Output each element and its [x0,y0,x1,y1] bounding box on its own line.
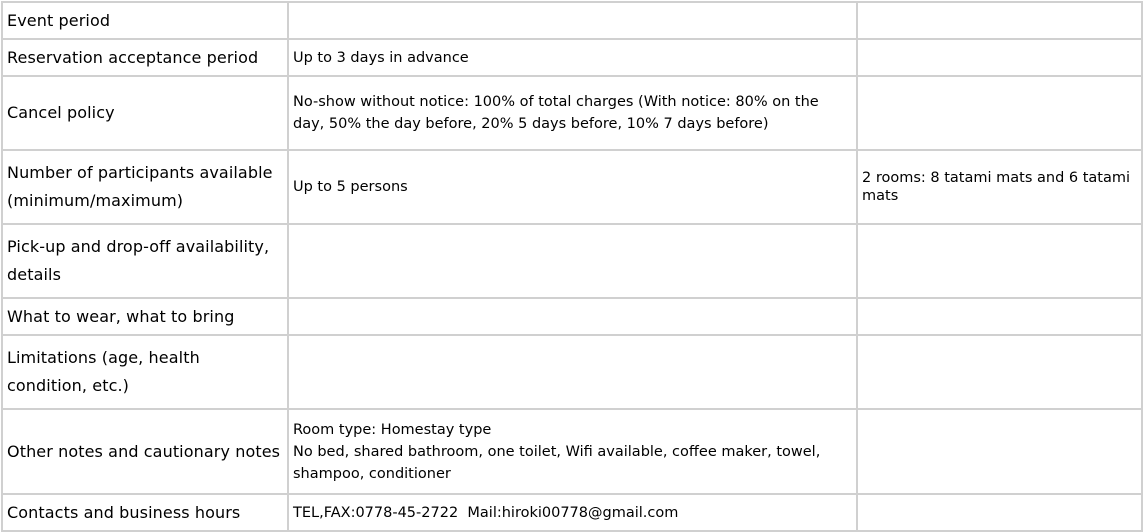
value-line: shampoo, conditioner [293,465,451,482]
table-row-participants [2,150,1142,224]
info-table [1,1,1143,532]
row-value-limitations [288,335,857,409]
row-value-pickup [288,224,857,298]
value-line: No-show without notice: 100% of total charges (With notice: 80% on the [293,94,819,110]
value-line: Up to 5 persons [293,179,408,195]
row-value-participants [288,150,857,224]
row-label-cancel-policy: Cancel policy [2,76,288,150]
row-extra-reservation-period [857,39,1142,76]
row-label-participants: Number of participants available (minimum/maximum) [2,150,288,224]
row-extra-event-period [857,2,1142,39]
row-extra-limitations [857,335,1142,409]
row-value-reservation-period [288,39,857,76]
table-row-other-notes [2,409,1142,494]
row-label-limitations: Limitations (age, health condition, etc.) [2,335,288,409]
table-row-reservation-period [2,39,1142,76]
row-extra-pickup [857,224,1142,298]
table-row-what-to-wear [2,298,1142,335]
row-value-contacts [288,494,857,531]
table-row-cancel-policy [2,76,1142,150]
table-row-limitations [2,335,1142,409]
row-extra-what-to-wear [857,298,1142,335]
row-value-other-notes [288,409,857,494]
table-row-event-period [2,2,1142,39]
row-extra-contacts [857,494,1142,531]
row-extra-participants: 2 rooms: 8 tatami mats and 6 tatami mats [857,150,1142,224]
row-extra-other-notes [857,409,1142,494]
table-row-pickup [2,224,1142,298]
row-label-contacts: Contacts and business hours [2,494,288,531]
row-label-reservation-period: Reservation acceptance period [2,39,288,76]
value-line: day, 50% the day before, 20% 5 days before, 10% 7 days before) [293,116,769,132]
row-extra-cancel-policy [857,76,1142,150]
row-label-what-to-wear: What to wear, what to bring [2,298,288,335]
row-value-cancel-policy [288,76,857,150]
row-value-event-period [288,2,857,39]
row-label-pickup: Pick-up and drop-off availability, details [2,224,288,298]
value-line: Room type: Homestay type [293,421,492,438]
row-label-event-period: Event period [2,2,288,39]
row-label-other-notes: Other notes and cautionary notes [2,409,288,494]
value-line: Up to 3 days in advance [293,49,469,66]
value-line: TEL,FAX:0778-45-2722 Mail:hiroki00778@gmail.com [293,504,679,521]
row-value-what-to-wear [288,298,857,335]
table-row-contacts [2,494,1142,531]
value-line: No bed, shared bathroom, one toilet, Wifi available, coffee maker, towel, [293,443,821,460]
